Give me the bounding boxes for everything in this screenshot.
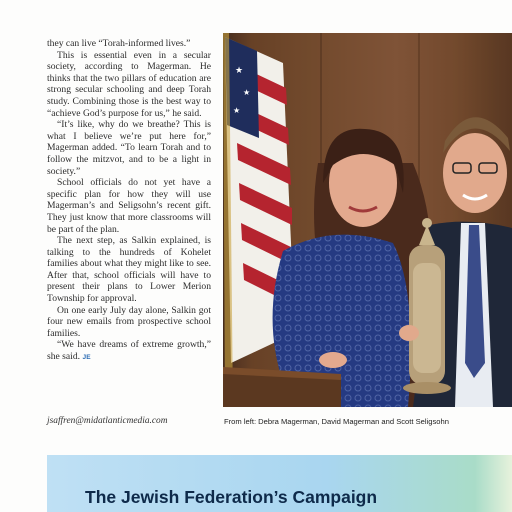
article-paragraph: “We have dreams of extreme growth,” she said. xyxy=(47,339,211,363)
svg-text:★: ★ xyxy=(233,106,241,115)
article-paragraph: “It’s like, why do we breathe? This is what I believe we’re put here for,” Magerman added. “To learn Torah and to follow the mitzvot, and to be a light in society.” xyxy=(47,119,211,177)
campaign-banner[interactable] xyxy=(47,455,512,512)
svg-text:★: ★ xyxy=(235,66,244,76)
article-paragraph: The next step, as Salkin explained, is talking to the hundreds of Kohelet families about what they might like to see. After that, school officials will have to present their plans to Lower Merion Township for approval. xyxy=(47,235,211,305)
article-column xyxy=(47,38,211,364)
article-paragraph: they can live “Torah-informed lives.” xyxy=(47,38,191,49)
article-paragraph: This is essential even in a secular society, according to Magerman. He thinks that the two pillars of education are strong secular schooling and deep Torah study. Combining those is the best way to “achieve God’s purpose for us,” he said. xyxy=(47,49,211,119)
article-paragraph: On one early July day alone, Salkin got four new emails from prospective school families. xyxy=(47,304,211,339)
article-paragraph: School officials do not yet have a specific plan for how they will use Magerman’s and Seligsohn’s recent gift. They just know that more classrooms will be part of the plan. xyxy=(47,177,211,235)
event-photo xyxy=(223,33,512,407)
end-mark: JE xyxy=(82,354,91,362)
photo-caption: From left: Debra Magerman, David Magerman and Scott Seligsohn xyxy=(224,417,449,426)
campaign-title: The Jewish Federation’s Campaign xyxy=(85,487,378,507)
svg-text:★: ★ xyxy=(243,88,251,97)
photo-illustration xyxy=(223,33,512,407)
author-email[interactable]: jsaffren@midatlanticmedia.com xyxy=(47,416,168,426)
article-last-paragraph xyxy=(47,339,211,363)
